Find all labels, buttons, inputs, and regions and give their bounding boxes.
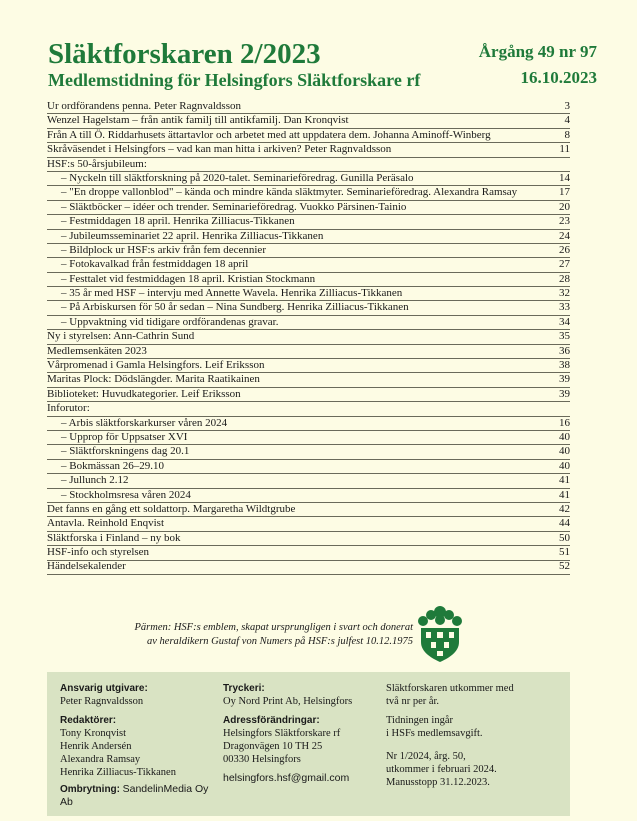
- toc-row[interactable]: [47, 373, 570, 387]
- toc-entry-page: 40: [559, 459, 570, 472]
- toc-entry-label: – Jubileumsseminariet 22 april. Henrika Zilliacus-Tikkanen: [61, 229, 324, 242]
- toc-row[interactable]: [47, 186, 570, 200]
- toc-row[interactable]: [47, 474, 570, 488]
- info-line: Tidningen ingår: [386, 715, 453, 726]
- toc-row[interactable]: [47, 402, 570, 416]
- toc-entry-page: 39: [559, 387, 570, 400]
- toc-row[interactable]: [47, 201, 570, 215]
- layout-name: SandelinMedia Oy Ab: [60, 783, 209, 808]
- toc-entry-page: 14: [559, 171, 570, 184]
- toc-entry-page: 34: [559, 315, 570, 328]
- toc-entry-label: Släktforska i Finland – ny bok: [47, 531, 181, 544]
- info-line: utkommer i februari 2024.: [386, 764, 497, 775]
- toc-row[interactable]: [47, 230, 570, 244]
- info-line: Släktforskaren utkommer med: [386, 683, 514, 694]
- table-of-contents: [47, 100, 570, 575]
- toc-entry-label: – Nyckeln till släktforskning på 2020-talet. Seminarieföredrag. Gunilla Peräsalo: [61, 171, 414, 184]
- toc-row[interactable]: [47, 345, 570, 359]
- address-heading: Adressförändringar:: [223, 715, 320, 726]
- toc-row[interactable]: [47, 258, 570, 272]
- cover-caption-line1: Pärmen: HSF:s emblem, skapat ursprungligen i svart och donerat: [134, 622, 413, 633]
- issue-date: 16.10.2023: [520, 68, 597, 87]
- colophon-col-3: [386, 682, 561, 789]
- magazine-title: Släktforskaren 2/2023: [48, 38, 321, 70]
- toc-row[interactable]: [47, 273, 570, 287]
- toc-row[interactable]: [47, 301, 570, 315]
- address-line: Dragonvägen 10 TH 25: [223, 741, 323, 752]
- toc-entry-page: 41: [559, 474, 570, 487]
- toc-entry-label: Händelsekalender: [47, 560, 126, 573]
- toc-entry-label: Inforutor:: [47, 402, 90, 415]
- toc-entry-page: 40: [559, 445, 570, 458]
- colophon-box: [47, 672, 570, 816]
- toc-entry-page: 38: [559, 359, 570, 372]
- toc-entry-page: 40: [559, 430, 570, 443]
- toc-row[interactable]: [47, 330, 570, 344]
- toc-entry-page: 11: [559, 143, 570, 156]
- toc-entry-label: – Släktböcker – idéer och trender. Seminarieföredrag. Vuokko Pärsinen-Tainio: [61, 200, 407, 213]
- toc-entry-label: Skråväsendet i Helsingfors – vad kan man hitta i arkiven? Peter Ragnvaldsson: [47, 143, 392, 156]
- cover-caption: [113, 621, 413, 649]
- colophon-col-2: [223, 682, 383, 785]
- magazine-subtitle: Medlemstidning för Helsingfors Släktforskare rf: [48, 70, 421, 90]
- toc-entry-page: 8: [564, 128, 570, 141]
- publisher-heading: Ansvarig utgivare:: [60, 683, 148, 694]
- publisher-name: Peter Ragnvaldsson: [60, 696, 144, 707]
- editor-name: Tony Kronqvist: [60, 728, 127, 739]
- editor-name: Henrika Zilliacus-Tikkanen: [60, 767, 176, 778]
- info-line: två nr per år.: [386, 696, 440, 707]
- toc-entry-label: – Upprop för Uppsatser XVI: [61, 430, 188, 443]
- toc-row[interactable]: [47, 143, 570, 157]
- toc-entry-label: Biblioteket: Huvudkategorier. Leif Eriksson: [47, 387, 241, 400]
- cover-caption-line2: av heraldikern Gustaf von Numers på HSF:s julfest 10.12.1975: [147, 636, 413, 647]
- toc-entry-page: 44: [559, 517, 570, 530]
- info-line: Nr 1/2024, årg. 50,: [386, 751, 466, 762]
- toc-entry-page: 33: [559, 301, 570, 314]
- toc-row[interactable]: [47, 460, 570, 474]
- editor-name: Alexandra Ramsay: [60, 754, 141, 765]
- toc-entry-page: 35: [559, 330, 570, 343]
- toc-entry-page: 16: [559, 416, 570, 429]
- email-link[interactable]: helsingfors.hsf@gmail.com: [223, 772, 350, 784]
- toc-row[interactable]: [47, 215, 570, 229]
- printer-name: Oy Nord Print Ab, Helsingfors: [223, 696, 353, 707]
- toc-entry-label: – "En droppe vallonblod" – kända och mindre kända släktmyter. Seminarieföredrag. Alexandra Ramsay: [61, 186, 518, 199]
- toc-entry-page: 24: [559, 229, 570, 242]
- toc-entry-label: Ur ordförandens penna. Peter Ragnvaldsson: [47, 99, 241, 112]
- toc-entry-page: 51: [559, 546, 570, 559]
- toc-entry-label: HSF-info och styrelsen: [47, 546, 150, 559]
- toc-row[interactable]: [47, 129, 570, 143]
- toc-row[interactable]: [47, 445, 570, 459]
- toc-entry-label: – Uppvaktning vid tidigare ordförandenas gravar.: [61, 315, 279, 328]
- toc-row[interactable]: [47, 532, 570, 546]
- toc-entry-label: – På Arbiskursen för 50 år sedan – Nina Sundberg. Henrika Zilliacus-Tikkanen: [61, 301, 409, 314]
- toc-entry-label: – 35 år med HSF – intervju med Annette Wavela. Henrika Zilliacus-Tikkanen: [61, 287, 403, 300]
- toc-row[interactable]: [47, 561, 570, 575]
- toc-row[interactable]: [47, 287, 570, 301]
- toc-entry-label: – Jullunch 2.12: [61, 474, 129, 487]
- toc-entry-page: 20: [559, 200, 570, 213]
- toc-row[interactable]: [47, 503, 570, 517]
- toc-entry-page: 36: [559, 344, 570, 357]
- toc-entry-label: Ny i styrelsen: Ann-Cathrin Sund: [47, 330, 195, 343]
- info-line: i HSFs medlemsavgift.: [386, 728, 483, 739]
- address-line: Helsingfors Släktforskare rf: [223, 728, 341, 739]
- toc-row[interactable]: [47, 172, 570, 186]
- toc-row[interactable]: [47, 359, 570, 373]
- toc-row[interactable]: [47, 417, 570, 431]
- toc-entry-page: 28: [559, 272, 570, 285]
- colophon-col-1: [60, 682, 220, 809]
- toc-entry-label: – Bildplock ur HSF:s arkiv från fem decennier: [61, 243, 266, 256]
- toc-row[interactable]: [47, 100, 570, 114]
- toc-row[interactable]: [47, 489, 570, 503]
- toc-entry-label: Maritas Plock: Dödslängder. Marita Raatikainen: [47, 373, 260, 386]
- toc-entry-label: Wenzel Hagelstam – från antik familj till antikfamilj. Dan Kronqvist: [47, 114, 349, 127]
- toc-entry-page: 42: [559, 502, 570, 515]
- toc-entry-label: – Stockholmsresa våren 2024: [61, 488, 191, 501]
- toc-entry-page: 32: [559, 287, 570, 300]
- toc-entry-label: Antavla. Reinhold Enqvist: [47, 517, 165, 530]
- address-line: 00330 Helsingfors: [223, 754, 301, 765]
- toc-entry-page: 39: [559, 373, 570, 386]
- toc-entry-page: 4: [564, 114, 570, 127]
- toc-entry-page: 23: [559, 215, 570, 228]
- volume-label: Årgång 49 nr 97: [478, 42, 597, 61]
- toc-entry-page: 17: [559, 186, 570, 199]
- toc-entry-label: – Fotokavalkad från festmiddagen 18 april: [61, 258, 249, 271]
- toc-entry-label: – Festtalet vid festmiddagen 18 april. Kristian Stockmann: [61, 272, 316, 285]
- editors-heading: Redaktörer:: [60, 715, 117, 726]
- toc-entry-page: 3: [564, 99, 570, 112]
- toc-entry-label: – Festmiddagen 18 april. Henrika Zilliacus-Tikkanen: [61, 215, 295, 228]
- layout-heading: Ombrytning:: [60, 784, 120, 795]
- toc-entry-label: HSF:s 50-årsjubileum:: [47, 157, 147, 170]
- toc-entry-page: 41: [559, 488, 570, 501]
- toc-row[interactable]: [47, 431, 570, 445]
- hsf-emblem-icon: [413, 604, 467, 666]
- toc-entry-page: 52: [559, 560, 570, 573]
- toc-entry-page: 26: [559, 243, 570, 256]
- toc-entry-label: Medlemsenkäten 2023: [47, 344, 147, 357]
- toc-row[interactable]: [47, 316, 570, 330]
- toc-row[interactable]: [47, 244, 570, 258]
- toc-row[interactable]: [47, 114, 570, 128]
- editor-name: Henrik Andersén: [60, 741, 132, 752]
- toc-entry-label: Det fanns en gång ett soldattorp. Margaretha Wildtgrube: [47, 502, 296, 515]
- toc-row[interactable]: [47, 158, 570, 172]
- info-line: Manusstopp 31.12.2023.: [386, 777, 490, 788]
- toc-entry-label: Vårpromenad i Gamla Helsingfors. Leif Eriksson: [47, 359, 265, 372]
- toc-entry-page: 50: [559, 531, 570, 544]
- toc-entry-label: Från A till Ö. Riddarhusets ättartavlor och arbetet med att uppdatera dem. Johanna Aminoff-Winberg: [47, 128, 491, 141]
- toc-entry-label: – Bokmässan 26–29.10: [61, 459, 164, 472]
- printer-heading: Tryckeri:: [223, 683, 265, 694]
- toc-entry-page: 27: [559, 258, 570, 271]
- toc-entry-label: – Arbis släktforskarkurser våren 2024: [61, 416, 228, 429]
- toc-row[interactable]: [47, 546, 570, 560]
- toc-row[interactable]: [47, 517, 570, 531]
- toc-entry-label: – Släktforskningens dag 20.1: [61, 445, 190, 458]
- toc-row[interactable]: [47, 388, 570, 402]
